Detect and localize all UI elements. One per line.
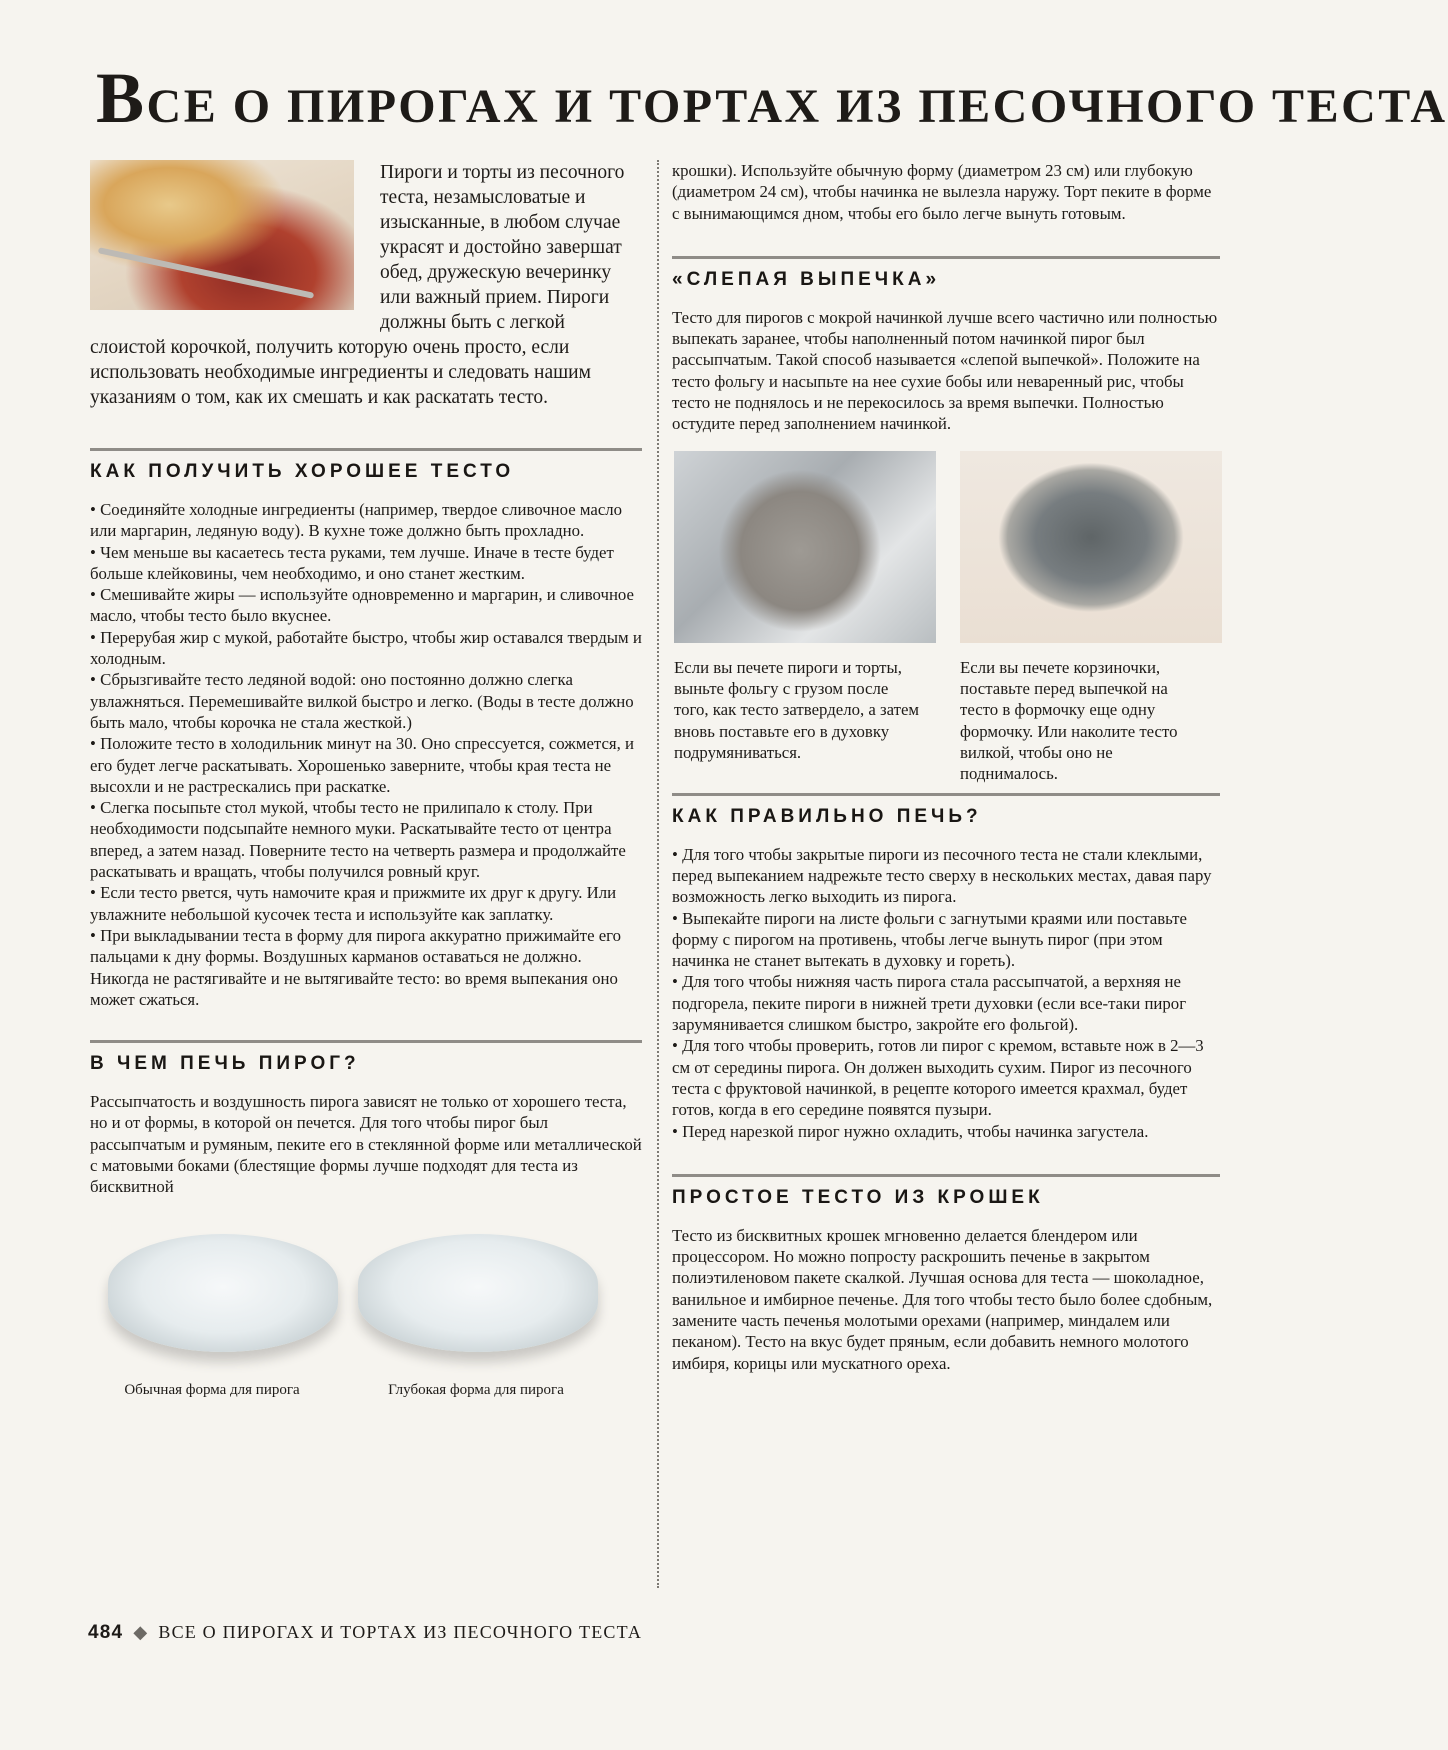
- tartlet-mold-photo: [960, 451, 1222, 643]
- regular-pan-caption: Обычная форма для пирога: [124, 1381, 300, 1398]
- list-item: • Для того чтобы нижняя часть пирога стала рассыпчатой, а верхняя не подгорела, пеките пироги в нижней трети духовки (если все-таки пирог зарумянивается слишком быстро, закройте его фольгой).: [672, 972, 1187, 1035]
- section-heading: «СЛЕПАЯ ВЫПЕЧКА»: [672, 268, 941, 290]
- list-item: • Если тесто рвется, чуть намочите края и прижмите их друг к другу. Или увлажните небольшой кусочек теста и используйте как заплатку.: [90, 883, 617, 924]
- list-item: • Сбрызгивайте тесто ледяной водой: оно постоянно должно слегка увлажняться. Перемешивайте вилкой быстро и легко. (Воды в тесте должно быть мало, чтобы корочка не стала жесткой.): [90, 670, 634, 732]
- pie-pans-photo: [90, 1212, 642, 1412]
- crumb-crust-text: Тесто из бисквитных крошек мгновенно делается блендером или процессором. Но можно попросту раскрошить печенье в закрытом полиэтиленовом пакете скалкой. Лучшая основа для теста — шоколадное, ванильное и имбирное печенье. Для того чтобы тесто было более сдобным, замените часть печенья молотыми орехами (например, миндалем или пеканом). Тесто на вкус будет пряным, если добавить немного молотого имбиря, корицы или мускатного ореха.: [672, 1225, 1213, 1373]
- deep-pan-caption: Глубокая форма для пирога: [388, 1381, 564, 1398]
- section-blind-baking: [672, 256, 1220, 791]
- section-rule: [672, 1174, 1220, 1177]
- deep-pie-pan-image: [358, 1234, 598, 1352]
- list-item: • Положите тесто в холодильник минут на 30. Оно спрессуется, сожмется, и его будет легче раскатывать. Хорошенько заверните, чтобы края теста не высохли и не растрескались при раскатке.: [90, 734, 634, 796]
- right-column: [672, 160, 1220, 1374]
- list-item: • Чем меньше вы касаетесь теста руками, тем лучше. Иначе в тесте будет больше клейковины, чем необходимо, и оно станет жестким.: [90, 542, 614, 583]
- blind-baking-photos: [672, 451, 1220, 791]
- section-how-to-bake: [672, 793, 1220, 1142]
- list-item: • Перерубая жир с мукой, работайте быстро, чтобы жир оставался твердым и холодным.: [90, 627, 642, 669]
- continuation-text: крошки). Используйте обычную форму (диаметром 23 см) или глубокую (диаметром 24 см), чтобы начинка не вылезла наружу. Торт пеките в форме с вынимающимся дном, чтобы его было легче вынуть готовым.: [672, 161, 1212, 223]
- section-heading: ПРОСТОЕ ТЕСТО ИЗ КРОШЕК: [672, 1186, 1044, 1208]
- list-item: • Выпекайте пироги на листе фольги с загнутыми краями или поставьте форму с пирогом на противень, чтобы легче вынуть пирог (при этом начинка не станет вытекать в духовку и гореть).: [672, 908, 1187, 971]
- foil-photo-caption: Если вы печете пироги и торты, выньте фольгу с грузом после того, как тесто затвердело, а затем вновь поставьте его в духовку подрумяниваться.: [674, 657, 920, 762]
- page-title: [96, 58, 1448, 143]
- list-item: • При выкладывании теста в форму для пирога аккуратно прижимайте его пальцами к дну формы. Воздушных карманов оставаться не должно. Никогда не растягивайте и не вытягивайте тесто: во время выпекания оно может сжаться.: [90, 925, 622, 1009]
- dough-tips-list: [90, 499, 642, 1010]
- regular-pie-pan-image: [108, 1234, 338, 1352]
- section-rule: [90, 1040, 642, 1043]
- section-rule: [672, 793, 1220, 796]
- list-item: • Смешивайте жиры — используйте одновременно и маргарин, и сливочное масло, чтобы тесто было вкуснее.: [90, 585, 634, 626]
- title-rest: СЕ О ПИРОГАХ И ТОРТАХ ИЗ ПЕСОЧНОГО ТЕСТА: [146, 80, 1448, 133]
- diamond-icon: ◆: [133, 1622, 149, 1642]
- section-crumb-crust: [672, 1174, 1220, 1374]
- running-title: ВСЕ О ПИРОГАХ И ТОРТАХ ИЗ ПЕСОЧНОГО ТЕСТА: [158, 1622, 643, 1642]
- section-heading: КАК ПРАВИЛЬНО ПЕЧЬ?: [672, 805, 982, 827]
- column-divider: [657, 160, 659, 1588]
- baking-tips-list: [672, 844, 1220, 1142]
- list-item: • Слегка посыпьте стол мукой, чтобы тесто не прилипало к столу. При необходимости подсыпайте немного муки. Раскатывайте тесто от центра вперед, а затем назад. Поверните тесто на четверть размера и продолжайте раскатывать и вращать, чтобы получился ровный круг.: [90, 798, 626, 882]
- tartlet-photo-caption: Если вы печете корзиночки, поставьте перед выпечкой на тесто в формочку еще одну формочку. Или наколите тесто вилкой, чтобы оно не поднималось.: [960, 657, 1178, 784]
- pan-text: Рассыпчатость и воздушность пирога зависят не только от хорошего теста, но и от формы, в которой он печется. Для того чтобы пирог был рассыпчатым и румяным, пеките его в стеклянной форме или металлической с матовыми боками (блестящие формы лучше подходят для теста из бисквитной: [90, 1092, 642, 1197]
- section-heading: КАК ПОЛУЧИТЬ ХОРОШЕЕ ТЕСТО: [90, 461, 515, 482]
- title-drop-cap: В: [96, 58, 147, 138]
- page-footer: [88, 1622, 642, 1644]
- section-rule: [672, 256, 1220, 259]
- list-item: • Перед нарезкой пирог нужно охладить, чтобы начинка загустела.: [672, 1121, 1149, 1141]
- pie-slice-photo: [90, 160, 354, 310]
- section-good-dough: [90, 448, 642, 1010]
- section-rule: [90, 448, 642, 451]
- blind-baking-text: Тесто для пирогов с мокрой начинкой лучше всего частично или полностью выпекать заранее, чтобы наполненный потом начинкой пирог был рассыпчатым. Такой способ называется «слепой выпечкой». Положите на тесто фольгу и насыпьте на нее сухие бобы или неваренный рис, чтобы тесто не поднялось и не перекосилось за время выпечки. Полностью остудите перед заполнением начинкой.: [672, 307, 1218, 434]
- list-item: • Для того чтобы закрытые пироги из песочного теста не стали клеклыми, перед выпеканием надрежьте тесто сверху в нескольких местах, давая пару возможность легко выходить из пирога.: [672, 844, 1212, 907]
- section-pan: [90, 1040, 642, 1411]
- left-column: [90, 160, 642, 1412]
- list-item: • Соединяйте холодные ингредиенты (например, твердое сливочное масло или маргарин, ледяную воду). В кухне тоже должно быть прохладно.: [90, 500, 623, 541]
- foil-with-beans-photo: [674, 451, 936, 643]
- page-number: 484: [88, 1622, 124, 1643]
- section-heading: В ЧЕМ ПЕЧЬ ПИРОГ?: [90, 1053, 360, 1075]
- list-item: • Для того чтобы проверить, готов ли пирог с кремом, вставьте нож в 2—3 см от середины пирога. Он должен выходить сухим. Пирог из песочного теста с фруктовой начинкой, в рецепте которого имеется крахмал, будет готов, когда в его середине появятся пузыри.: [672, 1036, 1204, 1120]
- fork-shape: [98, 247, 314, 299]
- intro-text: Пироги и торты из песочного теста, незамысловатые и изысканные, в любом случае украсят и достойно завершат обед, дружескую вечеринку или важный прием. Пироги должны быть с легкой слоистой корочкой, получить которую очень просто, если использовать необходимые ингредиенты и следовать нашим указаниям о том, как их смешать и как раскатать тесто.: [90, 162, 625, 408]
